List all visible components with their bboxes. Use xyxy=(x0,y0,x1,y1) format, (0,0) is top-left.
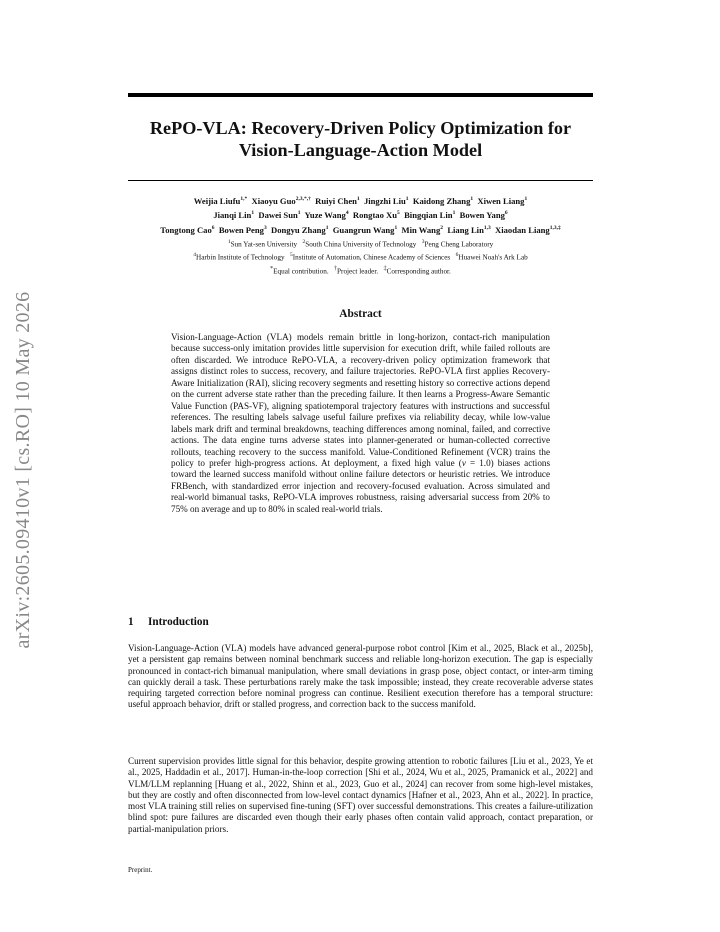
abstract-heading: Abstract xyxy=(339,308,382,320)
author-list: Weijia Liufu$^{1,*}$ Xiaoyu Guo$^{2,3,*,\dagger}$ Ruiyi Chen$^1$ Jingzhi Liu$^1$ Kaidong Zhang$^1$ Xiwen Liang$^1$ Jianqi Lin$^1$ Dawei Sun$^1$ Yuze Wang$^4$ Rongtao Xu$^5$ Bingqian Lin$^1$ Bowen Yang$^6$ Tongtong Cao$^6$ Bowen Peng$^3$ Dongyu Zhang$^1$ Guangrun Wang$^1$ Min Wang$^2$ Liang Lin$^{1,3}$ Xiaodan Liang$^{1,3,\ddagger}$ xyxy=(160,195,561,235)
affiliations: $^1$Sun Yat-sen University $^2$South China University of Technology $^3$Peng Cheng Laboratory $^4$Harbin Institute of Technology $^5$Institute of Automation, Chinese Academy of Sciences $^6$Huawei Noah's Ark Lab xyxy=(193,239,528,262)
title-rule-top xyxy=(128,93,593,97)
footer-preprint: Preprint. xyxy=(128,866,153,874)
intro-paragraph-2: Current supervision provides little signal for this behavior, despite growing attention to robotic failures [Liu et al., 2023, Ye et al., 2025, Haddadin et al., 2017]. Human-in-the-loop correction [Shi et al., 2024, Wu et al., 2025, Pramanick et al., 2022] and VLM/LLM replanning [Huang et al., 2022, Shinn et al., 2023, Guo et al., 2024] can recover from some high-level mistakes, but they are costly and often disconnected from low-level contact dynamics [Hafner et al., 2023, Ahn et al., 2022]. In practice, most VLA training still relies on supervised fine-tuning (SFT) over successful demonstrations. This creates a failure-utilization blind spot: pure failures are discarded even though their early phases often contain valid approach, contact preparation, or partial-manipulation priors. xyxy=(128,756,593,834)
section-heading xyxy=(128,616,593,628)
title-line-2: Vision-Language-Action Model xyxy=(238,140,483,160)
title-line-1: RePO-VLA: Recovery-Driven Policy Optimization for xyxy=(149,118,572,138)
abstract-body: Vision-Language-Action (VLA) models remain brittle in long-horizon, contact-rich manipulation because success-only imitation provides little supervision for execution drift, while failed rollouts are often discarded. We introduce RePO-VLA, a recovery-driven policy optimization framework that assigns distinct roles to success, recovery, and failure trajectories. RePO-VLA first applies Recovery-Aware Initialization (RAI), slicing recovery segments and resetting history so corrective actions depend on the current adverse state rather than the preceding failure. It then learns a Progress-Aware Semantic Value Function (PAS-VF), aligning spatiotemporal trajectory features with instructions and successful references. The resulting labels salvage useful failure prefixes via reliability decay, while low-value labels mark drift and terminal breakdowns, teaching differences among nominal, failed, and corrective actions. The data engine turns adverse states into planner-generated or human-collected corrective rollouts, teaching recovery to the success manifold. Value-Conditioned Refinement (VCR) trains the policy to prefer high-progress actions. At deployment, a fixed high value (v = 1.0) biases actions toward the learned success manifold without online failure detectors or heuristic retries. We introduce FRBench, with standardized error injection and recovery-focused evaluation. Across simulated and real-world bimanual tasks, RePO-VLA improves robustness, raising adversarial success from 20% to 75% on average and up to 80% in scaled real-world trials. xyxy=(171,332,550,514)
section-number: 1 xyxy=(128,616,134,628)
section-title: Introduction xyxy=(148,616,209,628)
author-notes: *Equal contribution. †Project leader. ‡Corresponding author. xyxy=(270,266,451,276)
arxiv-identifier: arXiv:2605.09410v1 [cs.RO] 10 May 2026 xyxy=(12,291,34,649)
title-rule-bottom xyxy=(128,180,593,181)
paper-title xyxy=(128,117,593,161)
intro-paragraph-1: Vision-Language-Action (VLA) models have advanced general-purpose robot control [Kim et al., 2025, Black et al., 2025b], yet a persistent gap remains between nominal benchmark success and reliable long-horizon execution. The gap is especially pronounced in contact-rich bimanual manipulation, where small deviations in grasp pose, object contact, or inter-arm timing can quickly derail a task. These perturbations rarely make the task impossible; instead, they create recoverable adverse states requiring targeted correction before nominal progress can continue. Resilient execution therefore has a temporal structure: useful approach behavior, drift or stalled progress, and correction back to the success manifold. xyxy=(128,643,593,710)
